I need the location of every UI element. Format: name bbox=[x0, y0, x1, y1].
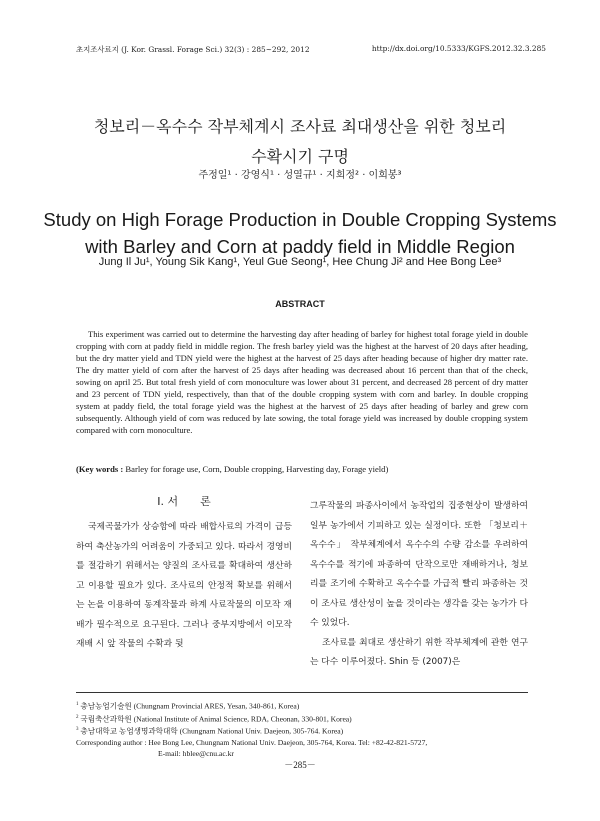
footnote-text: 국립축산과학원 (National Institute of Animal Science, RDA, Cheonan, 330-801, Korea) bbox=[80, 714, 352, 724]
footnote-1 bbox=[76, 699, 536, 712]
section-heading-introduction: Ⅰ. 서 론 bbox=[157, 495, 211, 508]
footnote-mark: 3 bbox=[76, 727, 79, 733]
body-right-column bbox=[310, 497, 528, 673]
keywords-text: Barley for forage use, Corn, Double cropping, Harvesting day, Forage yield) bbox=[123, 464, 389, 474]
korean-authors: 주정일¹ · 강영식¹ · 성열규¹ · 지희정² · 이희봉³ bbox=[198, 170, 402, 181]
corresponding-author: Corresponding author : Hee Bong Lee, Chungnam National Univ. Daejeon, 305-764, Korea. Tel: +82-42-821-5727, bbox=[76, 738, 428, 748]
body-left-column bbox=[76, 518, 292, 655]
abstract-heading: ABSTRACT bbox=[275, 299, 325, 309]
korean-title-line-2: 수확시기 구명 bbox=[251, 147, 349, 166]
footnote-text: 충남농업기술원 (Chungnam Provincial ARES, Yesan, 340-861, Korea) bbox=[80, 701, 300, 711]
body-right-paragraph-1: 그루작물의 파종사이에서 농작업의 집중현상이 발생하여 일부 농가에서 기피하고 있는 실정이다. 또한 「청보리＋옥수수」 작부체계에서 옥수수의 수량 감소를 우려하여 옥수수를 적기에 파종하여 단작으로만 재배하거나, 청보리를 조기에 수확하고 옥수수를 가급적 빨리 파종하는 것이 조사료 생산성이 높을 것이라는 생각을 갖는 농가가 다수 있었다. bbox=[310, 501, 528, 628]
english-title bbox=[0, 206, 600, 260]
page-number: －285－ bbox=[284, 760, 316, 770]
journal-citation: 초지조사료지 (J. Kor. Grassl. Forage Sci.) 32(3) : 285~292, 2012 bbox=[76, 45, 310, 54]
doi-link[interactable]: http://dx.doi.org/10.5333/KGFS.2012.32.3.285 bbox=[371, 44, 546, 53]
footnote-mark: 1 bbox=[76, 702, 79, 707]
footnote-text: 충남대학교 농업생명과학대학 (Chungnam National Univ. Daejeon, 305-764. Korea) bbox=[80, 727, 344, 736]
footnote-divider bbox=[76, 692, 528, 693]
keywords-label: (Key words : bbox=[76, 464, 124, 474]
footnote-mark: 2 bbox=[76, 714, 79, 720]
english-title-line-2: with Barley and Corn at paddy field in Middle Region bbox=[85, 236, 515, 257]
korean-title-line-1: 청보리－옥수수 작부체계시 조사료 최대생산을 위한 청보리 bbox=[93, 117, 507, 136]
abstract-text: This experiment was carried out to determine the harvesting day after heading of barley for highest total forage yield in double cropping with corn at paddy field in middle region. The fresh barley yield was the highest at the harvest of 20 days after heading, but the dry matter yield and TDN yield were the highest at the harvest of 25 days after heading because of higher dry matter rate. The dry matter yield of corn after the harvest of 25 days after heading was decreased about 16 percent than that of the check, sowing on april 25. But total fresh yield of corn monoculture was lower about 31 percent, and decreased 28 percent of dry matter and 23 percent of TDN yield, respectively, than that of the double cropping system with corn and barley. In double cropping system at paddy field, the total forage yield was the highest at the harvest of 25 days after heading of barley and grew corn subsequently. Although yield of corn was reduced by late sowing, the total forage yield was increased by double cropping system compared with corn monoculture. bbox=[76, 329, 528, 435]
english-title-line-1: Study on High Forage Production in Double Cropping Systems bbox=[43, 209, 557, 230]
body-left-paragraph: 국제곡물가가 상승함에 따라 배합사료의 가격이 급등하여 축산농가의 어려움이 가중되고 있다. 따라서 경영비를 절감하기 위해서는 양질의 조사료를 확대하여 생산하고 이용할 필요가 있다. 조사료의 안정적 확보를 위해서는 논을 이용하여 동계작물과 하계 사료작물의 이모작 재배가 필수적으로 요구된다. 그러나 중부지방에서 이모작 재배 시 앞 작물의 수확과 뒷 bbox=[76, 522, 292, 649]
footnotes bbox=[76, 699, 536, 760]
email[interactable]: E-mail: hblee@cnu.ac.kr bbox=[158, 749, 234, 759]
body-right-paragraph-2: 조사료를 최대로 생산하기 위한 작부체계에 관한 연구는 다수 이루어졌다. Shin 등 (2007)은 bbox=[310, 637, 528, 667]
korean-title bbox=[0, 112, 600, 172]
footnote-3 bbox=[76, 724, 536, 737]
keywords bbox=[76, 464, 528, 474]
running-header bbox=[76, 44, 546, 55]
english-authors: Jung Il Ju¹, Young Sik Kang¹, Yeul Gue Seong¹, Hee Chung Ji² and Hee Bong Lee³ bbox=[98, 256, 502, 268]
footnote-2 bbox=[76, 712, 536, 725]
